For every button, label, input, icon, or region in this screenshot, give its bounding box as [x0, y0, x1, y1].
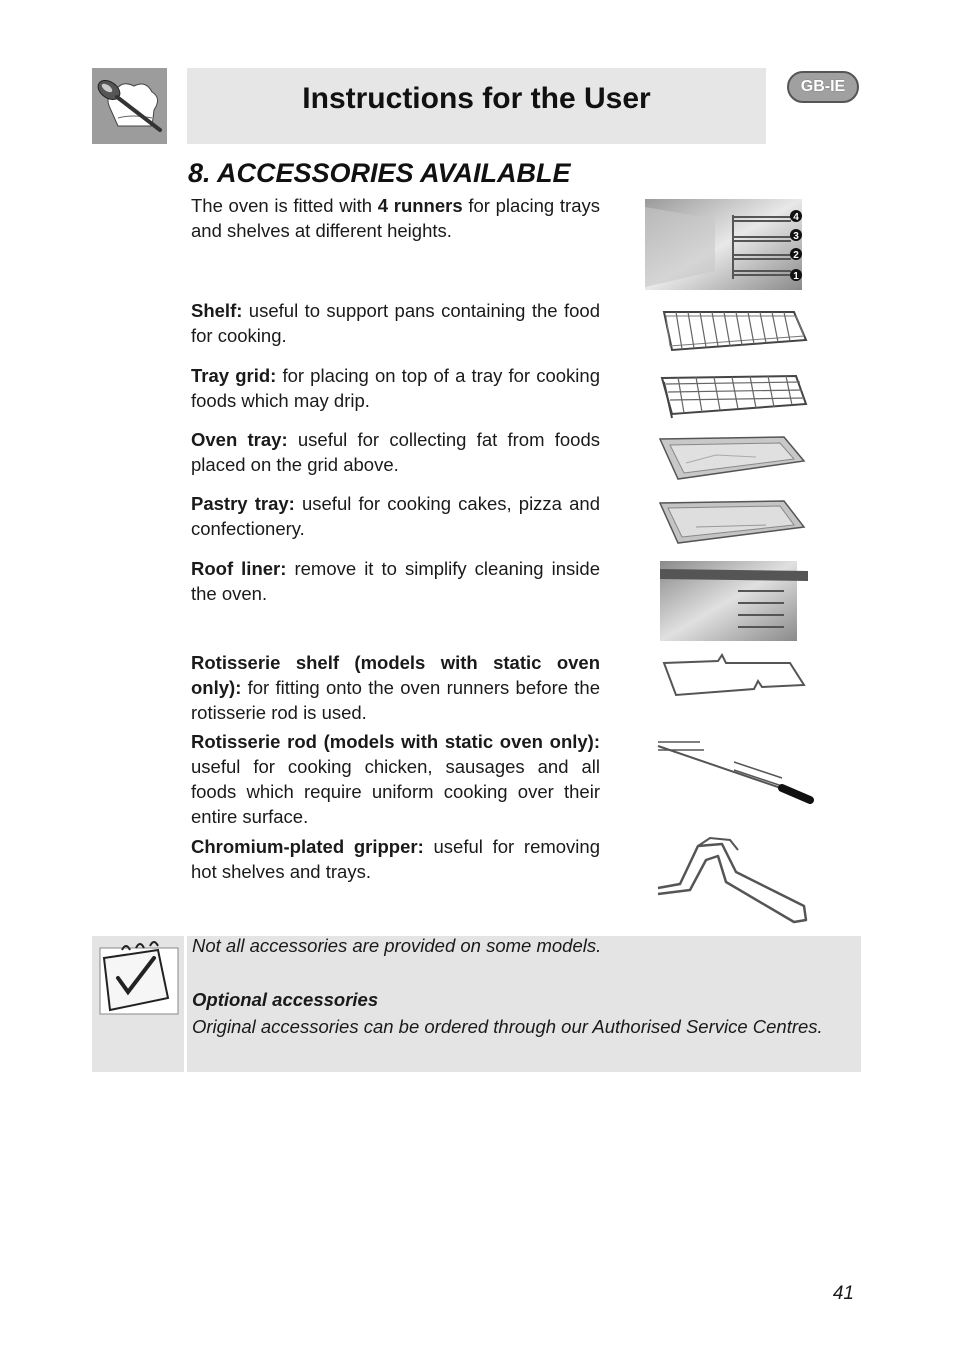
- page-number: 41: [832, 1283, 854, 1304]
- section-heading: 8. ACCESSORIES AVAILABLE: [188, 158, 571, 188]
- rotisserie-rod-image: [654, 730, 814, 808]
- header-logo: [92, 68, 167, 144]
- note-body: Original accessories can be ordered through our Authorised Service Centres.: [192, 1016, 823, 1037]
- page-title: Instructions for the User: [302, 82, 651, 115]
- shelf-image: [656, 306, 810, 356]
- item-rotisserie-shelf: Rotisserie shelf (models with static oven only): for fitting onto the oven runners before the rotisserie rod is used.: [191, 652, 600, 723]
- item-pastry-tray: Pastry tray: useful for cooking cakes, pizza and confectionery.: [191, 493, 600, 539]
- item-runners: The oven is fitted with 4 runners for placing trays and shelves at different heights.: [191, 195, 600, 241]
- notepad-checkmark-icon: [92, 936, 184, 1072]
- item-shelf: Shelf: useful to support pans containing the food for cooking.: [191, 300, 600, 346]
- note-heading: Optional accessories: [192, 989, 379, 1010]
- rotisserie-shelf-image: [658, 653, 808, 703]
- runner-number-2: 2: [793, 250, 799, 261]
- runner-number-3: 3: [793, 231, 799, 242]
- item-tray-grid: Tray grid: for placing on top of a tray for cooking foods which may drip.: [191, 365, 600, 411]
- item-rotisserie-rod: Rotisserie rod (models with static oven only): useful for cooking chicken, sausages and all foods which require uniform cooking over their entire surface.: [191, 731, 600, 827]
- item-gripper: Chromium-plated gripper: useful for removing hot shelves and trays.: [191, 836, 600, 882]
- note-icon-panel: [92, 936, 184, 1072]
- oven-runners-image: [645, 199, 805, 291]
- pastry-tray-image: [656, 497, 808, 547]
- language-badge: GB-IE: [787, 71, 859, 103]
- item-roof-liner: Roof liner: remove it to simplify cleaning inside the oven.: [191, 558, 600, 604]
- runner-number-1: 1: [793, 271, 799, 282]
- item-oven-tray: Oven tray: useful for collecting fat from foods placed on the grid above.: [191, 429, 601, 475]
- runner-number-4: 4: [793, 212, 799, 223]
- tray-grid-image: [656, 370, 810, 422]
- gripper-image: [654, 836, 814, 928]
- note-line: Not all accessories are provided on some models.: [192, 935, 602, 956]
- oven-tray-image: [656, 433, 808, 483]
- roof-liner-image: [660, 561, 810, 643]
- spoon-and-chef-hat-icon: [92, 68, 167, 144]
